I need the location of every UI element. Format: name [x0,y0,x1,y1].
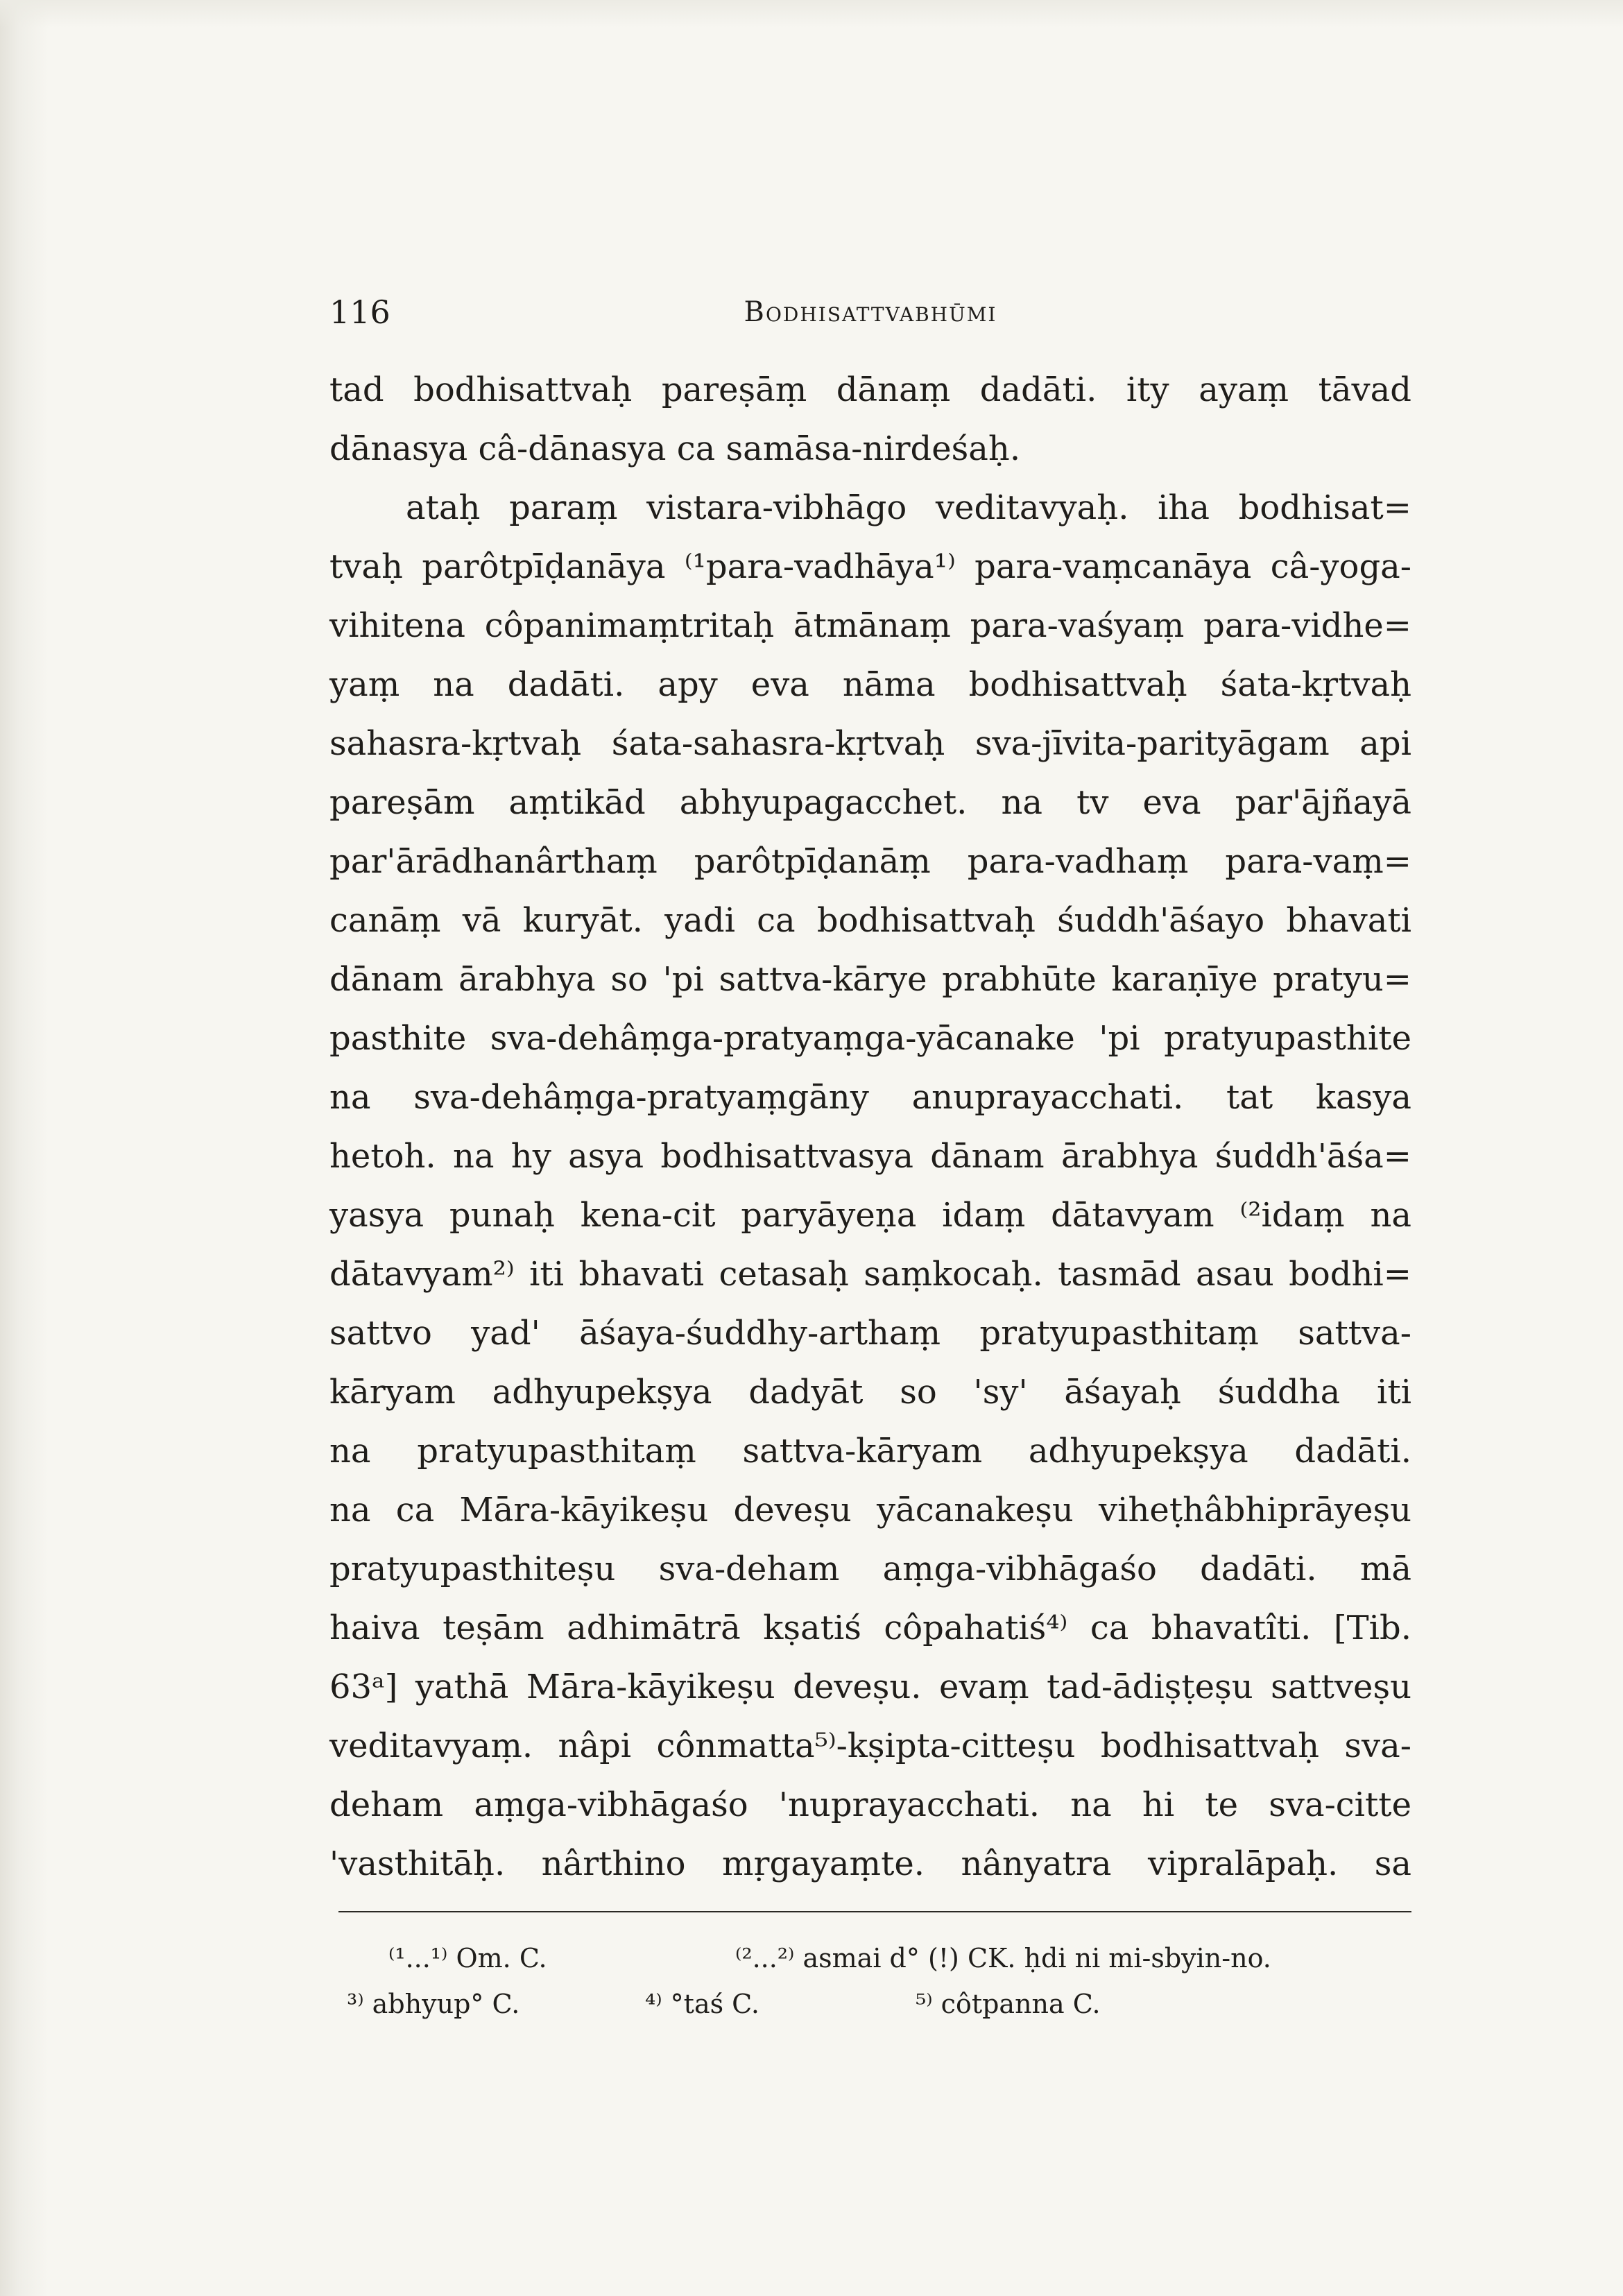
text-line: dānasya câ-dānasya ca samāsa-nirdeśaḥ. [329,429,1021,468]
text-line: 63ᵃ] yathā Māra-kāyikeṣu deveṣu. evaṃ tad-ādiṣṭeṣu sattveṣu [329,1668,1411,1706]
footnote-item [916,1981,1101,2027]
text-line: dātavyam²⁾ iti bhavati cetasaḥ saṃkocaḥ. tasmād asau bodhi= [329,1255,1411,1294]
footnote-line [388,1935,1411,1981]
text-line: deham aṃga-vibhāgaśo 'nuprayacchati. na hi te sva-citte [329,1785,1411,1824]
footnote-text: °taś C. [670,1989,759,2019]
footnote-mark: ⁴⁾ [645,1989,662,2019]
footnote-text: abhyup° C. [372,1989,520,2019]
page-number: 116 [329,293,390,331]
footnote-item [735,1935,1271,1981]
text-line: na sva-dehâṃga-pratyaṃgāny anuprayacchati. tat kasya [329,1078,1411,1117]
page-header [329,288,1411,336]
text-line: na pratyupasthitaṃ sattva-kāryam adhyupekṣya dadāti. [329,1432,1411,1471]
footnote-text: côtpanna C. [941,1989,1101,2019]
footnote-mark: ³⁾ [347,1989,364,2019]
text-line: 'vasthitāḥ. nârthino mṛgayaṃte. nânyatra vipralāpaḥ. sa [329,1844,1411,1883]
text-line: sahasra-kṛtvaḥ śata-sahasra-kṛtvaḥ sva-jīvita-parityāgam api [329,724,1411,763]
scan-shadow-top [0,0,1623,28]
footnote-item [347,1981,519,2027]
text-line: ataḥ paraṃ vistara-vibhāgo veditavyaḥ. iha bodhisat= [406,488,1411,527]
text-line: pasthite sva-dehâṃga-pratyaṃga-yācanake 'pi pratyupasthite [329,1019,1411,1058]
text-line: vihitena côpanimaṃtritaḥ ātmānaṃ para-vaśyaṃ para-vidhe= [329,606,1411,645]
footnote-mark: ⁽¹...¹⁾ [388,1943,448,1973]
footnote-line [347,1981,1411,2027]
text-line: canāṃ vā kuryāt. yadi ca bodhisattvaḥ śuddh'āśayo bhavati [329,901,1411,940]
running-title: Bodhisattvabhūmi [744,296,997,328]
text-line: na ca Māra-kāyikeṣu deveṣu yācanakeṣu viheṭhâbhiprāyeṣu [329,1491,1411,1530]
footnote-item [645,1981,759,2027]
text-line: yasya punaḥ kena-cit paryāyeṇa idaṃ dātavyam ⁽²idaṃ na [329,1196,1411,1235]
footnote-item [388,1935,547,1981]
text-line: pratyupasthiteṣu sva-deham aṃga-vibhāgaśo dadāti. mā [329,1550,1411,1588]
scan-shadow-left [0,0,49,2296]
text-line: kāryam adhyupekṣya dadyāt so 'sy' āśayaḥ śuddha iti [329,1373,1411,1412]
footnote-text: Om. C. [456,1943,547,1973]
text-line: yaṃ na dadāti. apy eva nāma bodhisattvaḥ śata-kṛtvaḥ [329,665,1411,704]
body-text [329,361,1411,1894]
text-line: hetoh. na hy asya bodhisattvasya dānam ārabhya śuddh'āśa= [329,1137,1411,1176]
text-line: dānam ārabhya so 'pi sattva-kārye prabhūte karaṇīye pratyu= [329,960,1411,999]
text-line: haiva teṣām adhimātrā kṣatiś côpahatiś⁴⁾ ca bhavatîti. [Tib. [329,1609,1411,1647]
footnote-rule [338,1911,1411,1912]
text-line: par'ārādhanârthaṃ parôtpīḍanāṃ para-vadhaṃ para-vaṃ= [329,842,1411,881]
footnote-text: asmai d° (!) CK. ḥdi ni mi-sbyin-no. [802,1943,1271,1973]
text-line: veditavyaṃ. nâpi cônmatta⁵⁾-kṣipta-citteṣu bodhisattvaḥ sva- [329,1727,1411,1765]
text-line: sattvo yad' āśaya-śuddhy-arthaṃ pratyupasthitaṃ sattva- [329,1314,1411,1353]
footnote-mark: ⁵⁾ [916,1989,933,2019]
footnotes [347,1935,1411,2027]
text-line: tvaḥ parôtpīḍanāya ⁽¹para-vadhāya¹⁾ para-vaṃcanāya câ-yoga- [329,547,1411,586]
footnote-mark: ⁽²...²⁾ [735,1943,795,1973]
text-line: tad bodhisattvaḥ pareṣāṃ dānaṃ dadāti. ity ayaṃ tāvad [329,370,1411,409]
text-line: pareṣām aṃtikād abhyupagacchet. na tv eva par'ājñayā [329,783,1411,822]
